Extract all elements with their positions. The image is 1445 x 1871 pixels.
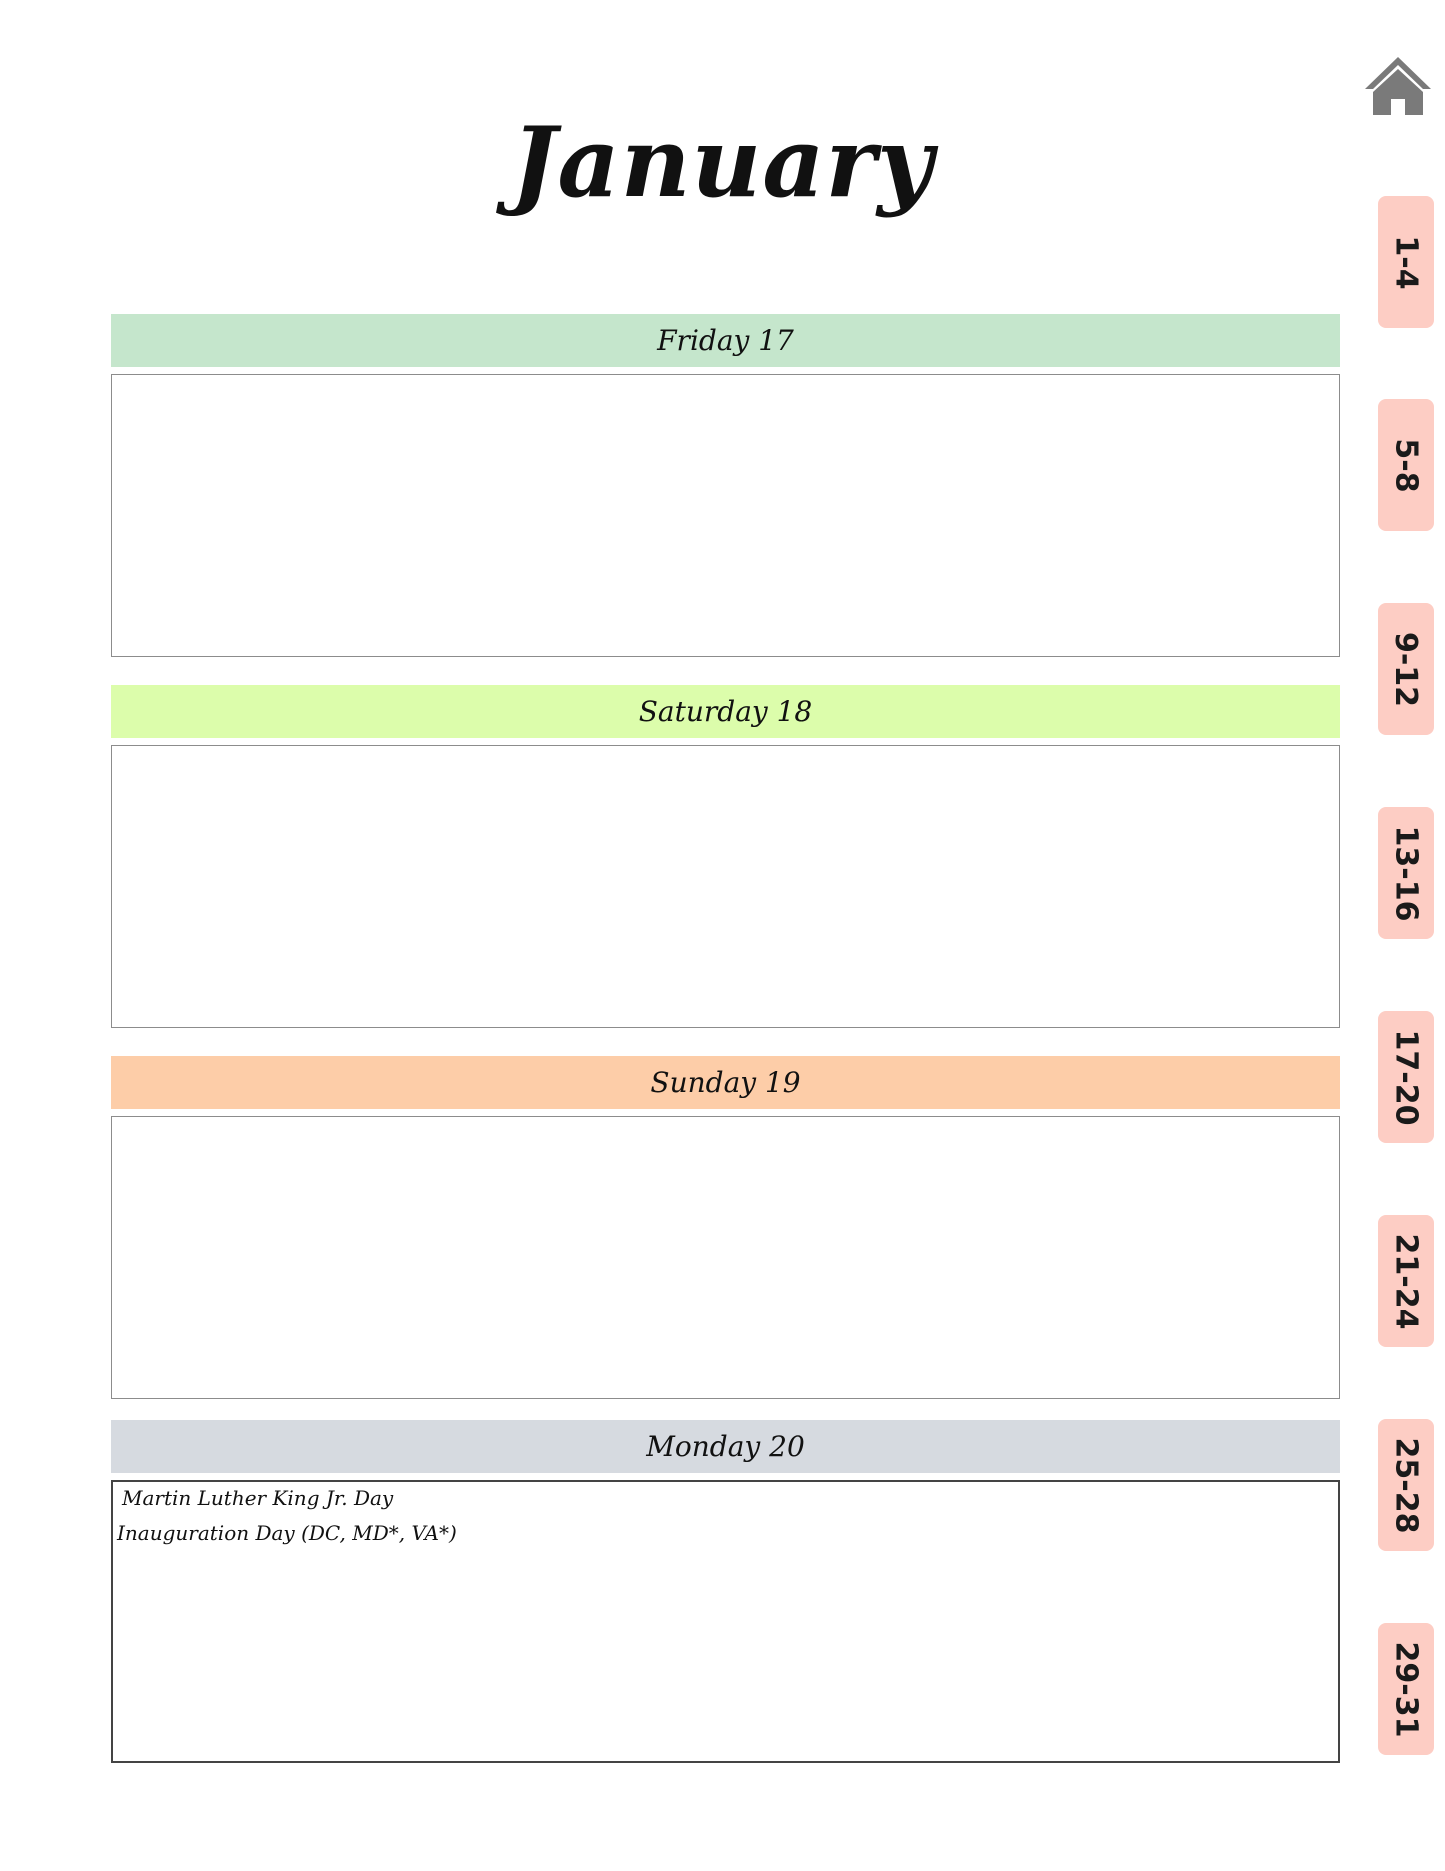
tab-13-16[interactable] <box>1378 807 1434 939</box>
tab-label: 29-31 <box>1388 1641 1424 1737</box>
tab-label: 5-8 <box>1388 437 1424 493</box>
tab-label: 1-4 <box>1388 234 1424 290</box>
page-title: January <box>511 106 934 219</box>
tab-29-31[interactable] <box>1378 1623 1434 1755</box>
tab-label: 17-20 <box>1388 1029 1424 1125</box>
day-notes-monday[interactable] <box>111 1480 1340 1763</box>
tab-21-24[interactable] <box>1378 1215 1434 1347</box>
tab-17-20[interactable] <box>1378 1011 1434 1143</box>
day-header-monday: Monday 20 <box>111 1420 1340 1473</box>
day-header-friday: Friday 17 <box>111 314 1340 367</box>
home-icon[interactable] <box>1363 55 1433 117</box>
day-notes-friday[interactable] <box>111 374 1340 657</box>
tab-1-4[interactable] <box>1378 196 1434 328</box>
day-header-sunday: Sunday 19 <box>111 1056 1340 1109</box>
tab-9-12[interactable] <box>1378 603 1434 735</box>
tab-label: 9-12 <box>1388 631 1424 707</box>
day-header-saturday: Saturday 18 <box>111 685 1340 738</box>
tab-label: 25-28 <box>1388 1437 1424 1533</box>
tab-label: 21-24 <box>1388 1233 1424 1329</box>
tab-label: 13-16 <box>1388 825 1424 921</box>
day-notes-sunday[interactable] <box>111 1116 1340 1399</box>
day-notes-saturday[interactable] <box>111 745 1340 1028</box>
holiday-note: Inauguration Day (DC, MD*, VA*) <box>117 1521 457 1545</box>
holiday-note: Martin Luther King Jr. Day <box>122 1486 394 1510</box>
tab-5-8[interactable] <box>1378 399 1434 531</box>
tab-25-28[interactable] <box>1378 1419 1434 1551</box>
